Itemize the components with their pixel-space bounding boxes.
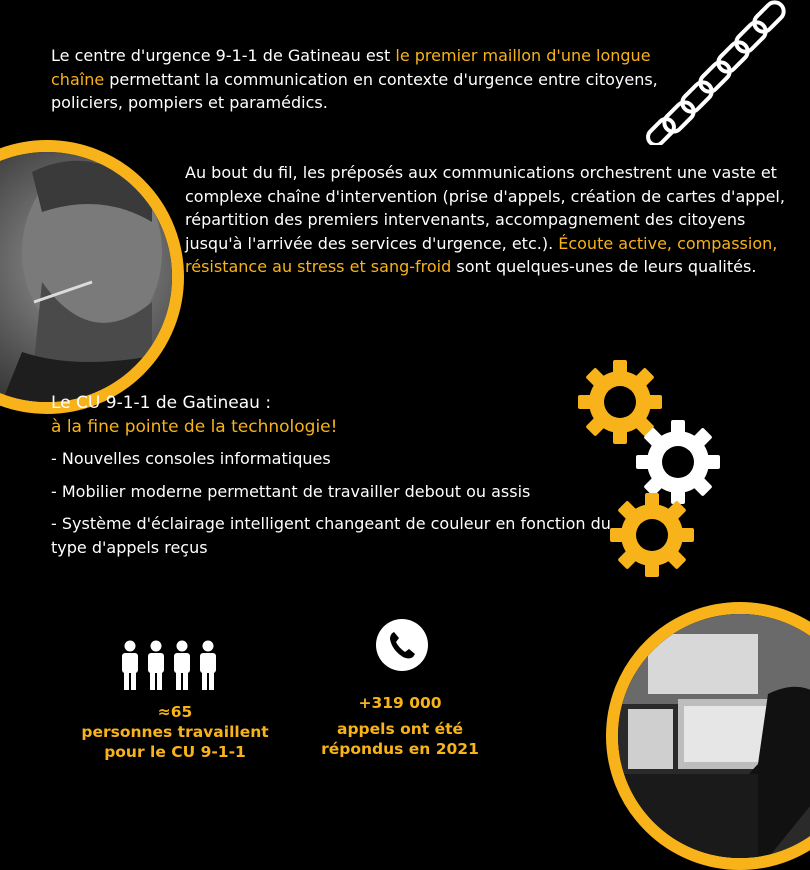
- description-text: Au bout du fil, les préposés aux communications orchestrent une vaste et complexe chaîne d'intervention (prise d'appels, création de cartes d'appel, répartition des premiers intervenants, accompagnement des citoyens jusqu'à l'arrivée des services d'urgence, etc.).: [185, 163, 785, 253]
- intro-text: Le centre d'urgence 9-1-1 de Gatineau est: [51, 46, 396, 65]
- tech-item-consoles: - Nouvelles consoles informatiques: [51, 449, 331, 468]
- people-icon: [118, 640, 224, 692]
- intro-highlight: le premier maillon d'une longue chaîne: [51, 46, 651, 89]
- operator-photo: [606, 602, 810, 870]
- portrait-photo: [0, 140, 184, 414]
- stat-calls-label-2: répondus en 2021: [321, 740, 479, 758]
- description-paragraph: [185, 161, 785, 279]
- phone-icon: [375, 618, 429, 672]
- stat-calls: [295, 693, 505, 759]
- tech-subtitle: à la fine pointe de la technologie!: [51, 416, 338, 437]
- gears-icon: [575, 355, 735, 600]
- stat-people: [70, 702, 280, 762]
- description-text-end: sont quelques-unes de leurs qualités.: [451, 257, 757, 276]
- description-highlight: Écoute active, compassion, résistance au stress et sang-froid: [185, 233, 778, 276]
- stat-calls-label-1: appels ont été: [336, 720, 464, 738]
- tech-title: Le CU 9-1-1 de Gatineau :: [51, 393, 272, 413]
- stat-people-value: ≈65: [157, 703, 193, 721]
- tech-section: [51, 392, 611, 568]
- stat-people-label-2: pour le CU 9-1-1: [104, 743, 246, 761]
- tech-item-lighting: - Système d'éclairage intelligent changeant de couleur en fonction du type d'appels reçus: [51, 514, 611, 557]
- tech-item-furniture: - Mobilier moderne permettant de travailler debout ou assis: [51, 481, 531, 501]
- stat-people-label-1: personnes travaillent: [81, 723, 269, 741]
- intro-paragraph: [51, 44, 671, 115]
- stat-calls-value: +319 000: [358, 694, 442, 712]
- intro-text-end: permettant la communication en contexte d'urgence entre citoyens, policiers, pompiers et paramédics.: [51, 69, 658, 112]
